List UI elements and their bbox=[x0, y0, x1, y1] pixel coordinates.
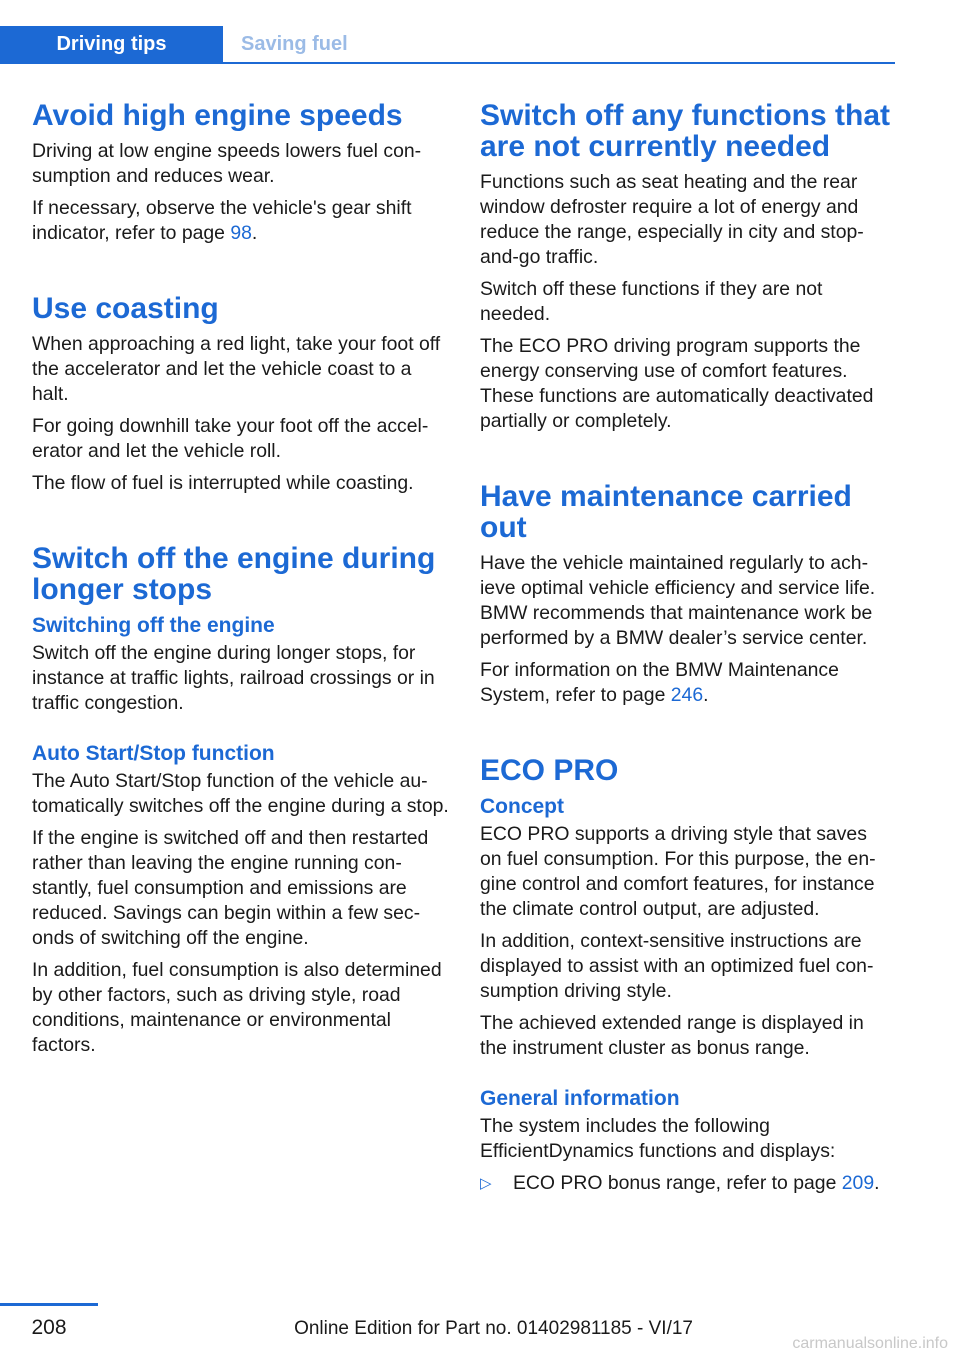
paragraph: In addition, fuel consumption is also determined by other factors, such as driving style, road conditions, maintenance or environmental factors. bbox=[32, 959, 442, 1056]
paragraph: ECO PRO supports a driving style that saves on fuel consumption. For this purpose, the engine control and comfort features, for instance the climate control output, are adjusted. bbox=[480, 823, 876, 920]
paragraph-text: For information on the BMW Maintenance System, refer to page bbox=[480, 659, 839, 706]
triangle-bullet-icon: ▷ bbox=[480, 1175, 492, 1192]
spacer bbox=[32, 253, 450, 293]
paragraph: When approaching a red light, take your foot off the accelerator and let the vehicle coast to a halt. bbox=[32, 333, 441, 405]
chapter-header bbox=[0, 26, 895, 64]
paragraph: The ECO PRO driving program supports the energy conserving use of comfort features. These functions are automatically deactivated partially or completely. bbox=[480, 335, 874, 432]
heading-use-coasting: Use coasting bbox=[32, 292, 219, 325]
paragraph: Switch off these functions if they are not needed. bbox=[480, 278, 823, 325]
heading-switch-off-functions: Switch off any functions that are not currently needed bbox=[480, 99, 890, 163]
paragraph-text: . bbox=[703, 684, 709, 706]
paragraph: For going downhill take your foot off the accelerator and let the vehicle roll. bbox=[32, 415, 429, 462]
footer-rule bbox=[0, 1303, 98, 1306]
left-column bbox=[32, 100, 450, 1065]
paragraph-gear-shift bbox=[32, 196, 450, 246]
paragraph: The system includes the following EfficientDynamics functions and displays: bbox=[480, 1115, 836, 1162]
spacer bbox=[480, 1068, 890, 1086]
spacer bbox=[32, 723, 450, 741]
spacer bbox=[32, 503, 450, 543]
list-item bbox=[480, 1171, 890, 1196]
edition-note: Online Edition for Part no. 01402981185 - VI/17 bbox=[294, 1318, 693, 1339]
paragraph: The achieved extended range is displayed in the instrument cluster as bonus range. bbox=[480, 1012, 864, 1059]
page-number: 208 bbox=[31, 1316, 67, 1339]
subheading-switching-off-engine: Switching off the engine bbox=[32, 614, 275, 637]
spacer bbox=[480, 441, 890, 481]
paragraph: Have the vehicle maintained regularly to achieve optimal vehicle efficiency and service life. BMW recommends that maintenance work be performed by a BMW dealer’s service center. bbox=[480, 552, 876, 649]
page-link-209[interactable]: 209 bbox=[841, 1172, 875, 1194]
tab-driving-tips[interactable]: Driving tips bbox=[0, 26, 223, 62]
tab-saving-fuel[interactable]: Saving fuel bbox=[241, 33, 348, 55]
paragraph-text: If necessary, observe the vehicle's gear shift indicator, refer to page bbox=[32, 197, 412, 244]
paragraph: If the engine is switched off and then restarted rather than leaving the engine running constantly, fuel consumption and emissions are reduced. Savings can begin within a few seconds of switching off the engine. bbox=[32, 827, 429, 949]
paragraph-maintenance-system bbox=[480, 658, 890, 708]
paragraph: Switch off the engine during longer stops, for instance at traffic lights, railroad crossings or in traffic congestion. bbox=[32, 642, 435, 714]
spacer bbox=[480, 715, 890, 755]
right-column bbox=[480, 100, 890, 1196]
paragraph: The Auto Start/Stop function of the vehicle automatically switches off the engine during a stop. bbox=[32, 770, 449, 817]
heading-eco-pro: ECO PRO bbox=[480, 754, 619, 787]
subheading-general-information: General information bbox=[480, 1087, 680, 1110]
paragraph: The flow of fuel is interrupted while coasting. bbox=[32, 472, 414, 494]
list-item-text bbox=[513, 1171, 880, 1196]
subheading-auto-start-stop: Auto Start/Stop function bbox=[32, 742, 275, 765]
paragraph-text: . bbox=[251, 222, 258, 244]
watermark: carmanualsonline.info bbox=[792, 1335, 948, 1352]
list-item-label: ECO PRO bonus range, refer to page bbox=[513, 1172, 842, 1194]
heading-switch-off-engine: Switch off the engine during longer stops bbox=[32, 542, 436, 606]
paragraph: Functions such as seat heating and the rear window defroster require a lot of energy and reduce the range, especially in city and stop-and-go traffic. bbox=[480, 171, 864, 268]
paragraph: Driving at low engine speeds lowers fuel consumption and reduces wear. bbox=[32, 140, 422, 187]
list-item-label: . bbox=[874, 1172, 880, 1194]
paragraph: In addition, context-sensitive instructions are displayed to assist with an optimized fuel consumption driving style. bbox=[480, 930, 874, 1002]
subheading-concept: Concept bbox=[480, 795, 564, 818]
heading-maintenance: Have maintenance carried out bbox=[480, 480, 852, 544]
page-link-98[interactable]: 98 bbox=[230, 222, 252, 244]
page-link-246[interactable]: 246 bbox=[670, 684, 704, 706]
heading-avoid-high-engine-speeds: Avoid high engine speeds bbox=[32, 99, 403, 132]
